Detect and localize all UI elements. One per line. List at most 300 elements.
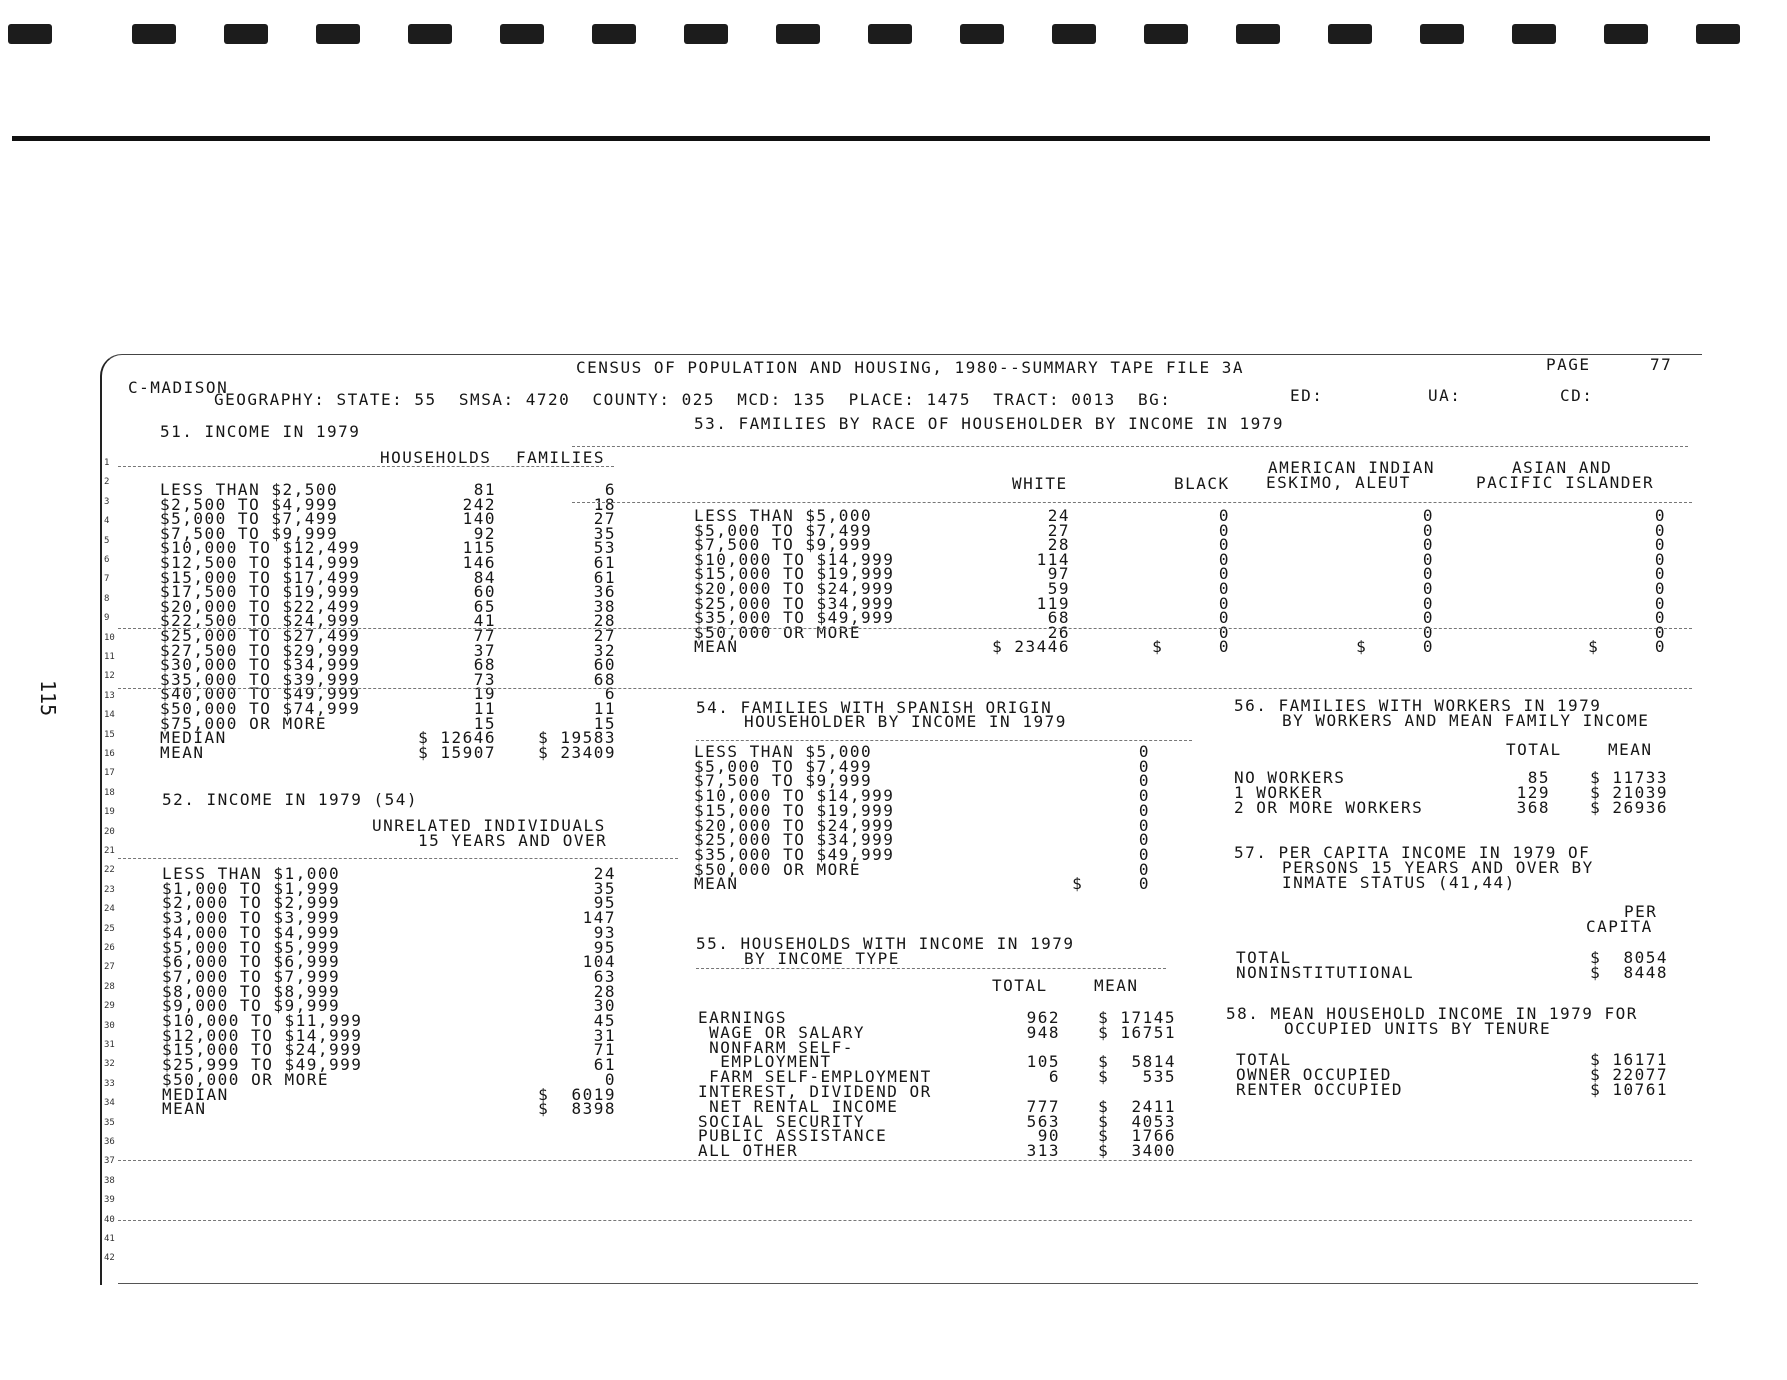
rule: [118, 1160, 1692, 1161]
table-53-row-label: $25,000 TO $34,999: [694, 593, 895, 613]
table-52-value: 147: [582, 908, 616, 928]
table-54-value: 0: [1138, 756, 1150, 776]
report-title: CENSUS OF POPULATION AND HOUSING, 1980--SUMMARY TAPE FILE 3A: [576, 358, 1244, 377]
table-52-row-label: $8,000 TO $8,999: [162, 981, 341, 1001]
table-55-row-label: EMPLOYMENT: [698, 1052, 832, 1072]
table-54-value: 0: [1138, 859, 1150, 879]
table-51-col-families: FAMILIES: [516, 448, 606, 467]
table-51-col-households: HOUSEHOLDS: [380, 448, 492, 467]
table-51-households: 65: [473, 596, 496, 616]
table-52-col-line1: UNRELATED INDIVIDUALS: [372, 816, 606, 835]
geography-ed: ED:: [1290, 386, 1324, 405]
table-55-total: 948: [1026, 1022, 1060, 1042]
table-53-black: 0: [1218, 593, 1230, 613]
table-53-white: 119: [1036, 593, 1070, 613]
table-55-row-label: FARM SELF-EMPLOYMENT: [698, 1067, 932, 1087]
table-53-white: 114: [1036, 549, 1070, 569]
table-52-value: 31: [593, 1025, 616, 1045]
table-51-families: 6: [604, 684, 616, 704]
geography-ua: UA:: [1428, 386, 1462, 405]
table-54-row-label: $15,000 TO $19,999: [694, 800, 895, 820]
table-54-row-label: $10,000 TO $14,999: [694, 786, 895, 806]
table-51-row-label: MEAN: [160, 742, 205, 762]
gutter-line-number: 18: [104, 787, 115, 798]
margin-page-number: 115: [36, 680, 60, 717]
table-52-row-label: LESS THAN $1,000: [162, 864, 341, 883]
table-52-value: 35: [593, 878, 616, 898]
table-58-value: $ 16171: [1590, 1050, 1668, 1069]
table-54-row-label: $50,000 OR MORE: [694, 859, 861, 879]
table-57-row-label: TOTAL: [1236, 948, 1292, 967]
table-51-families: 27: [593, 509, 616, 529]
table-51-families: 68: [593, 669, 616, 689]
table-51-families: $ 19583: [538, 728, 616, 748]
table-51-households: 41: [473, 611, 496, 631]
table-51-row-label: $2,500 TO $4,999: [160, 494, 339, 514]
page-label: PAGE: [1546, 355, 1591, 374]
table-53-asian: 0: [1654, 608, 1666, 628]
rule: [118, 466, 614, 467]
table-51-row-label: $17,500 TO $19,999: [160, 582, 361, 602]
table-52-value: $ 8398: [538, 1099, 616, 1119]
table-51-households: 115: [462, 538, 496, 558]
gutter-line-number: 8: [104, 593, 110, 604]
rule: [118, 688, 1692, 689]
table-51-row-label: $75,000 OR MORE: [160, 713, 327, 733]
table-52-row-label: $7,000 TO $7,999: [162, 966, 341, 986]
gutter-line-number: 30: [104, 1020, 115, 1031]
table-51-households: 81: [473, 480, 496, 499]
table-53-black: 0: [1218, 549, 1230, 569]
table-51-row-label: $27,500 TO $29,999: [160, 640, 361, 660]
table-54-value: 0: [1138, 844, 1150, 864]
table-53-black: 0: [1218, 564, 1230, 584]
table-53-asian: 0: [1654, 579, 1666, 598]
rule: [696, 740, 1192, 741]
top-divider-bar: [12, 136, 1710, 141]
table-52-row-label: $5,000 TO $5,999: [162, 937, 341, 957]
table-55-mean: $ 2411: [1098, 1096, 1176, 1116]
table-55-row-label: EARNINGS: [698, 1008, 788, 1027]
table-53-american-indian: 0: [1422, 520, 1434, 540]
table-52-col-line2: 15 YEARS AND OVER: [418, 831, 608, 850]
table-52-value: 30: [593, 996, 616, 1016]
table-51-households: 68: [473, 655, 496, 675]
table-57-title-2: PERSONS 15 YEARS AND OVER BY: [1282, 858, 1594, 877]
table-56-title-1: 56. FAMILIES WITH WORKERS IN 1979: [1234, 696, 1602, 715]
table-53-row-label: MEAN: [694, 637, 739, 657]
table-55-total: 313: [1026, 1141, 1060, 1161]
table-51-row-label: $7,500 TO $9,999: [160, 523, 339, 543]
table-57-value: $ 8448: [1590, 962, 1668, 982]
table-53-col-black: BLACK: [1174, 474, 1230, 493]
table-55-row-label: PUBLIC ASSISTANCE: [698, 1126, 888, 1146]
table-56-col-mean: MEAN: [1608, 740, 1653, 759]
table-53-row-label: $5,000 TO $7,499: [694, 520, 873, 540]
gutter-line-number: 24: [104, 904, 115, 915]
table-51-row-label: $12,500 TO $14,999: [160, 553, 361, 572]
table-55-total: 6: [1048, 1067, 1060, 1087]
page-number: 77: [1650, 355, 1673, 374]
printout-bottom-rule: [118, 1283, 1698, 1284]
table-51-families: $ 23409: [538, 742, 616, 762]
table-51-families: 32: [593, 640, 616, 660]
table-51-households: 84: [473, 567, 496, 587]
table-51-row-label: $20,000 TO $22,499: [160, 596, 361, 616]
table-52-row-label: MEDIAN: [162, 1084, 229, 1104]
gutter-line-number: 3: [104, 496, 110, 507]
table-51-row-label: $10,000 TO $12,499: [160, 538, 361, 558]
geography-line: GEOGRAPHY: STATE: 55 SMSA: 4720 COUNTY: 025 MCD: 135 PLACE: 1475 TRACT: 0013 BG:: [214, 390, 1172, 409]
table-57-row-label: NONINSTITUTIONAL: [1236, 962, 1415, 982]
gutter-line-number: 9: [104, 613, 110, 624]
table-54-row-label: LESS THAN $5,000: [694, 742, 873, 761]
table-51-row-label: $5,000 TO $7,499: [160, 509, 339, 529]
table-53-american-indian: 0: [1422, 608, 1434, 628]
table-52-row-label: $3,000 TO $3,999: [162, 908, 341, 928]
table-56-row-label: 2 OR MORE WORKERS: [1234, 797, 1424, 817]
gutter-line-number: 20: [104, 826, 115, 837]
table-56-mean: $ 26936: [1590, 797, 1668, 817]
table-56-title-2: BY WORKERS AND MEAN FAMILY INCOME: [1282, 711, 1650, 730]
table-55-row-label: INTEREST, DIVIDEND OR: [698, 1082, 932, 1101]
table-53-american-indian: 0: [1422, 549, 1434, 569]
table-53-american-indian: 0: [1422, 593, 1434, 613]
gutter-line-number: 36: [104, 1137, 115, 1147]
table-58-value: $ 22077: [1590, 1064, 1668, 1084]
table-54-title-2: HOUSEHOLDER BY INCOME IN 1979: [744, 712, 1067, 731]
table-53-row-label: $10,000 TO $14,999: [694, 549, 895, 569]
printout-frame: [100, 354, 1702, 1285]
table-56-row-label: 1 WORKER: [1234, 782, 1324, 802]
gutter-line-number: 17: [104, 768, 115, 779]
table-58-value: $ 10761: [1590, 1079, 1668, 1099]
rule: [572, 446, 1688, 447]
table-51-families: 11: [593, 699, 616, 718]
table-55-row-label: NET RENTAL INCOME: [698, 1096, 899, 1116]
table-51-households: 15: [473, 713, 496, 733]
table-52-value: 45: [593, 1011, 616, 1030]
table-55-row-label: NONFARM SELF-: [698, 1037, 854, 1057]
table-52-value: 63: [593, 966, 616, 986]
gutter-line-number: 38: [104, 1175, 115, 1186]
table-52-value: 93: [593, 922, 616, 942]
table-52-row-label: $50,000 OR MORE: [162, 1069, 329, 1089]
table-53-row-label: $35,000 TO $49,999: [694, 608, 895, 628]
table-53-asian: 0: [1654, 549, 1666, 569]
table-53-title: 53. FAMILIES BY RACE OF HOUSEHOLDER BY INCOME IN 1979: [694, 414, 1285, 433]
gutter-line-number: 40: [104, 1214, 115, 1225]
table-51-households: 19: [473, 684, 496, 704]
gutter-line-number: 2: [104, 477, 110, 488]
table-51-row-label: $30,000 TO $34,999: [160, 655, 361, 675]
table-58-title-2: OCCUPIED UNITS BY TENURE: [1284, 1019, 1552, 1038]
table-58-title-1: 58. MEAN HOUSEHOLD INCOME IN 1979 FOR: [1226, 1004, 1638, 1023]
gutter-line-number: 1: [104, 458, 110, 468]
table-55-mean: $ 535: [1098, 1067, 1176, 1087]
table-55-mean: $ 5814: [1098, 1052, 1176, 1072]
table-53-american-indian: 0: [1422, 506, 1434, 525]
table-56-mean: $ 21039: [1590, 782, 1668, 802]
table-51-families: 36: [593, 582, 616, 602]
table-53-asian: 0: [1654, 506, 1666, 525]
table-54-value: 0: [1138, 830, 1150, 850]
table-52-row-label: $25,999 TO $49,999: [162, 1055, 363, 1075]
table-53-col-white: WHITE: [1012, 474, 1068, 493]
table-51-row-label: $50,000 TO $74,999: [160, 699, 361, 718]
table-51-households: $ 15907: [418, 742, 496, 762]
table-53-black: 0: [1218, 579, 1230, 598]
table-51-families: 18: [593, 494, 616, 514]
table-52-value: 104: [582, 952, 616, 972]
table-56-row-label: NO WORKERS: [1234, 768, 1346, 787]
table-57-col-capita: CAPITA: [1586, 917, 1653, 936]
table-55-col-total: TOTAL: [992, 976, 1048, 995]
table-53-row-label: $15,000 TO $19,999: [694, 564, 895, 584]
gutter-line-number: 35: [104, 1117, 115, 1128]
table-53-white: 97: [1047, 564, 1070, 584]
gutter-line-number: 21: [104, 846, 115, 856]
table-56-col-total: TOTAL: [1506, 740, 1562, 759]
table-53-row-label: LESS THAN $5,000: [694, 506, 873, 525]
table-52-value: 95: [593, 893, 616, 913]
table-55-title-1: 55. HOUSEHOLDS WITH INCOME IN 1979: [696, 934, 1075, 953]
table-52-row-label: $4,000 TO $4,999: [162, 922, 341, 942]
table-51-row-label: $25,000 TO $27,499: [160, 626, 361, 645]
table-53-black: 0: [1218, 520, 1230, 540]
table-55-col-mean: MEAN: [1094, 976, 1139, 995]
gutter-line-number: 39: [104, 1195, 115, 1206]
table-51-families: 61: [593, 553, 616, 572]
table-53-row-label: $7,500 TO $9,999: [694, 535, 873, 555]
table-54-row-label: $35,000 TO $49,999: [694, 844, 895, 864]
table-53-white: 28: [1047, 535, 1070, 555]
table-53-col-asian-1: ASIAN AND: [1512, 458, 1613, 477]
table-58-row-label: TOTAL: [1236, 1050, 1292, 1069]
table-51-families: 27: [593, 626, 616, 645]
table-53-asian: 0: [1654, 622, 1666, 642]
table-57-title-1: 57. PER CAPITA INCOME IN 1979 OF: [1234, 843, 1591, 862]
table-55-total: 777: [1026, 1096, 1060, 1116]
table-55-mean: $ 3400: [1098, 1141, 1176, 1161]
table-53-white: 26: [1047, 622, 1070, 642]
table-56-total: 129: [1516, 782, 1550, 802]
table-55-row-label: WAGE OR SALARY: [698, 1022, 865, 1042]
table-51-families: 6: [604, 480, 616, 499]
table-54-row-label: $25,000 TO $34,999: [694, 830, 895, 850]
table-51-families: 60: [593, 655, 616, 675]
rule: [118, 628, 1692, 629]
table-53-white: 27: [1047, 520, 1070, 540]
gutter-line-number: 42: [104, 1253, 115, 1264]
table-53-black: 0: [1218, 622, 1230, 642]
gutter-line-number: 19: [104, 807, 115, 818]
table-53-white: 59: [1047, 579, 1070, 598]
table-55-total: 105: [1026, 1052, 1060, 1072]
gutter-line-number: 27: [104, 962, 115, 973]
table-51-row-label: MEDIAN: [160, 728, 227, 748]
rule: [696, 968, 1166, 969]
rule: [118, 858, 678, 859]
gutter-line-number: 11: [104, 652, 115, 662]
table-52-row-label: $2,000 TO $2,999: [162, 893, 341, 913]
table-55-total: 90: [1037, 1126, 1060, 1146]
table-53-american-indian: $ 0: [1356, 637, 1434, 657]
table-54-value: 0: [1138, 742, 1150, 761]
table-54-value: $ 0: [1072, 874, 1150, 894]
gutter-line-number: 16: [104, 749, 115, 759]
table-57-col-per: PER: [1624, 902, 1658, 921]
gutter-line-number: 34: [104, 1098, 115, 1109]
table-53-row-label: $50,000 OR MORE: [694, 622, 861, 642]
table-51-households: 242: [462, 494, 496, 514]
gutter-line-number: 32: [104, 1059, 115, 1070]
table-51-families: 15: [593, 713, 616, 733]
table-55-mean: $ 16751: [1098, 1022, 1176, 1042]
table-51-families: 35: [593, 523, 616, 543]
gutter-line-number: 5: [104, 535, 110, 546]
gutter-line-number: 6: [104, 555, 110, 565]
table-52-row-label: $9,000 TO $9,999: [162, 996, 341, 1016]
table-51-households: 146: [462, 553, 496, 572]
table-53-american-indian: 0: [1422, 564, 1434, 584]
table-55-total: 563: [1026, 1111, 1060, 1131]
table-53-white: $ 23446: [992, 637, 1070, 657]
table-53-american-indian: 0: [1422, 579, 1434, 598]
table-52-value: 28: [593, 981, 616, 1001]
city-name: C-MADISON: [128, 378, 229, 397]
gutter-line-number: 33: [104, 1078, 115, 1089]
table-54-title-1: 54. FAMILIES WITH SPANISH ORIGIN: [696, 698, 1053, 717]
table-53-american-indian: 0: [1422, 622, 1434, 642]
table-51-households: 140: [462, 509, 496, 529]
gutter-line-number: 37: [104, 1156, 115, 1167]
table-55-mean: $ 17145: [1098, 1008, 1176, 1027]
gutter-line-number: 14: [104, 710, 115, 721]
table-51-households: $ 12646: [418, 728, 496, 748]
rule: [572, 502, 1692, 503]
table-56-total: 85: [1527, 768, 1550, 787]
table-53-white: 68: [1047, 608, 1070, 628]
table-52-row-label: $15,000 TO $24,999: [162, 1040, 363, 1060]
gutter-line-number: 10: [104, 632, 115, 643]
table-53-black: 0: [1218, 535, 1230, 555]
table-51-families: 38: [593, 596, 616, 616]
table-52-value: 61: [593, 1055, 616, 1075]
table-53-row-label: $20,000 TO $24,999: [694, 579, 895, 598]
table-51-households: 11: [473, 699, 496, 718]
table-51-row-label: $22,500 TO $24,999: [160, 611, 361, 631]
table-51-row-label: $35,000 TO $39,999: [160, 669, 361, 689]
table-52-row-label: $12,000 TO $14,999: [162, 1025, 363, 1045]
table-53-black: 0: [1218, 506, 1230, 525]
gutter-line-number: 15: [104, 729, 115, 740]
table-53-col-asian-2: PACIFIC ISLANDER: [1476, 473, 1655, 492]
table-57-value: $ 8054: [1590, 948, 1668, 967]
table-52-row-label: $10,000 TO $11,999: [162, 1011, 363, 1030]
table-52-value: 95: [593, 937, 616, 957]
table-56-total: 368: [1516, 797, 1550, 817]
table-54-value: 0: [1138, 800, 1150, 820]
table-51-families: 28: [593, 611, 616, 631]
table-55-total: 962: [1026, 1008, 1060, 1027]
table-54-row-label: $5,000 TO $7,499: [694, 756, 873, 776]
table-52-value: 24: [593, 864, 616, 883]
table-52-row-label: MEAN: [162, 1099, 207, 1119]
table-51-households: 37: [473, 640, 496, 660]
gutter-line-number: 41: [104, 1234, 115, 1244]
table-55-mean: $ 4053: [1098, 1111, 1176, 1131]
table-55-mean: $ 1766: [1098, 1126, 1176, 1146]
gutter-line-number: 12: [104, 671, 115, 682]
table-53-col-amind-1: AMERICAN INDIAN: [1268, 458, 1435, 477]
table-51-title: 51. INCOME IN 1979: [160, 422, 361, 441]
table-52-value: $ 6019: [538, 1084, 616, 1104]
table-51-families: 53: [593, 538, 616, 558]
table-51-households: 73: [473, 669, 496, 689]
table-54-row-label: $7,500 TO $9,999: [694, 771, 873, 791]
table-51-households: 60: [473, 582, 496, 602]
gutter-line-number: 31: [104, 1040, 115, 1050]
table-55-title-2: BY INCOME TYPE: [744, 949, 900, 968]
table-58-row-label: OWNER OCCUPIED: [1236, 1064, 1392, 1084]
table-56-mean: $ 11733: [1590, 768, 1668, 787]
gutter-line-number: 25: [104, 923, 115, 934]
gutter-line-number: 22: [104, 865, 115, 876]
gutter-line-number: 26: [104, 943, 115, 953]
table-52-row-label: $6,000 TO $6,999: [162, 952, 341, 972]
table-51-households: 77: [473, 626, 496, 645]
table-53-asian: 0: [1654, 520, 1666, 540]
table-53-asian: 0: [1654, 593, 1666, 613]
table-54-value: 0: [1138, 786, 1150, 806]
table-55-row-label: SOCIAL SECURITY: [698, 1111, 865, 1131]
table-51-row-label: $40,000 TO $49,999: [160, 684, 361, 704]
table-54-row-label: $20,000 TO $24,999: [694, 815, 895, 835]
gutter-line-number: 23: [104, 884, 115, 895]
gutter-line-number: 29: [104, 1001, 115, 1012]
table-52-row-label: $1,000 TO $1,999: [162, 878, 341, 898]
table-58-row-label: RENTER OCCUPIED: [1236, 1079, 1403, 1099]
geography-cd: CD:: [1560, 386, 1594, 405]
table-53-asian: $ 0: [1588, 637, 1666, 657]
table-54-row-label: MEAN: [694, 874, 739, 894]
table-53-black: $ 0: [1152, 637, 1230, 657]
table-53-american-indian: 0: [1422, 535, 1434, 555]
table-51-families: 61: [593, 567, 616, 587]
table-53-asian: 0: [1654, 535, 1666, 555]
gutter-line-number: 7: [104, 574, 110, 585]
table-51-households: 92: [473, 523, 496, 543]
table-53-black: 0: [1218, 608, 1230, 628]
table-52-title: 52. INCOME IN 1979 (54): [162, 790, 419, 809]
rule: [118, 1220, 1692, 1221]
table-53-white: 24: [1047, 506, 1070, 525]
table-54-value: 0: [1138, 771, 1150, 791]
table-55-row-label: ALL OTHER: [698, 1141, 799, 1161]
table-57-title-3: INMATE STATUS (41,44): [1282, 873, 1516, 892]
table-51-row-label: $15,000 TO $17,499: [160, 567, 361, 587]
gutter-line-number: 13: [104, 690, 115, 701]
table-53-asian: 0: [1654, 564, 1666, 584]
table-51-row-label: LESS THAN $2,500: [160, 480, 339, 499]
table-54-value: 0: [1138, 815, 1150, 835]
table-52-value: 0: [604, 1069, 616, 1089]
gutter-line-number: 28: [104, 981, 115, 992]
gutter-line-number: 4: [104, 516, 110, 527]
table-52-value: 71: [593, 1040, 616, 1060]
table-53-col-amind-2: ESKIMO, ALEUT: [1266, 473, 1411, 492]
